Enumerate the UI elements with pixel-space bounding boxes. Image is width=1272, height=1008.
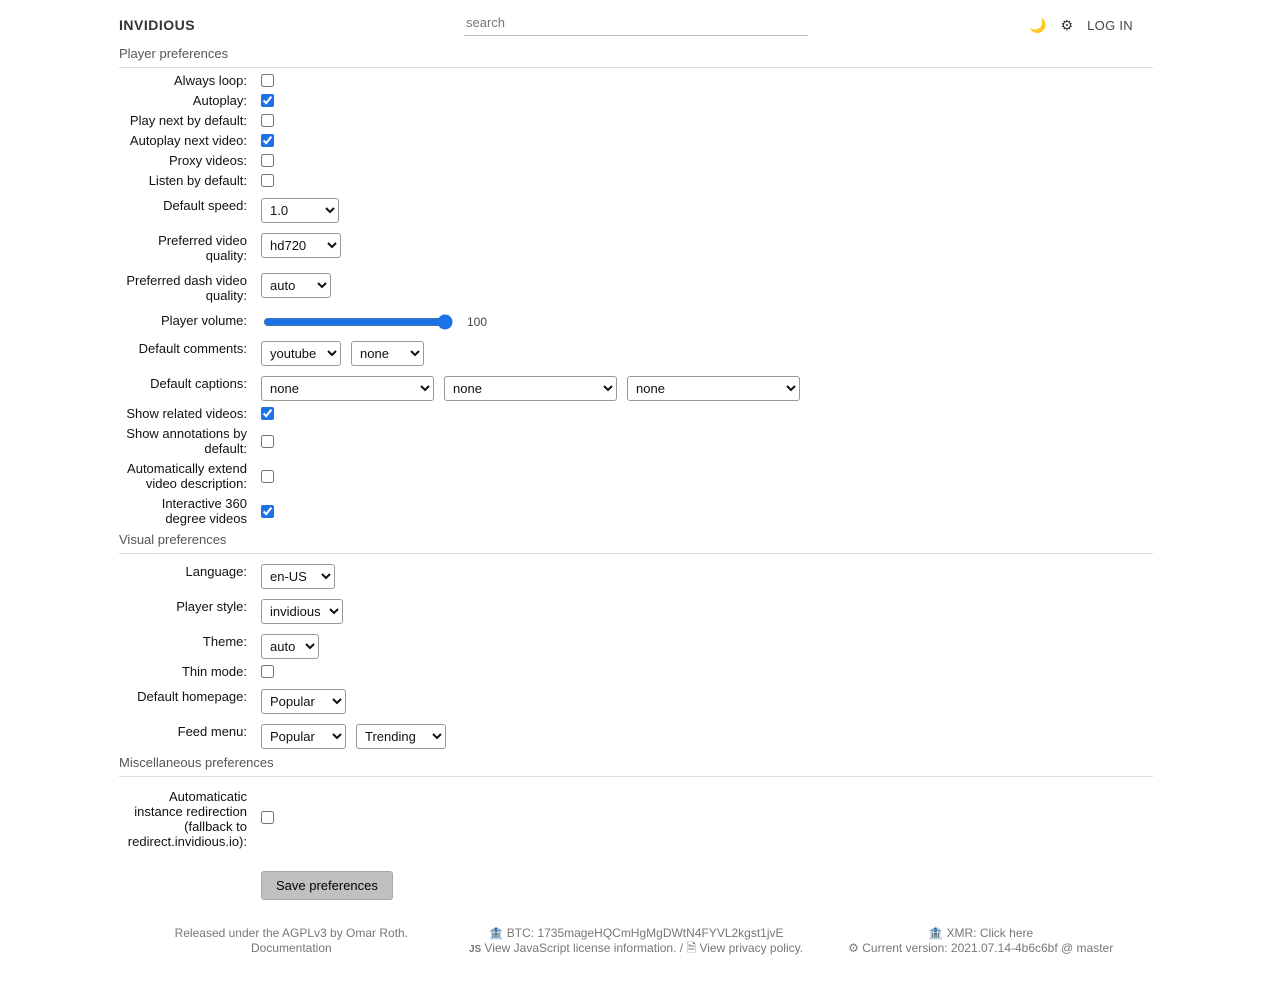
preferences-content: [0, 46, 1272, 900]
select-default-captions-2[interactable]: [444, 376, 617, 401]
pref-row-show-annotations: [119, 426, 1153, 456]
checkbox-instance-redirect[interactable]: [261, 811, 274, 824]
label-default-homepage: Default homepage:: [137, 689, 247, 704]
page-footer: [0, 926, 1272, 957]
pref-row-default-speed: [119, 198, 1153, 223]
pref-row-show-related: [119, 406, 1153, 421]
checkbox-autoplay[interactable]: [261, 94, 274, 107]
pref-row-autoplay: [119, 93, 1153, 108]
select-preferred-dash-quality[interactable]: [261, 273, 331, 298]
label-always-loop: Always loop:: [174, 73, 247, 88]
select-theme[interactable]: [261, 634, 319, 659]
navbar-right: [922, 18, 1252, 33]
top-navbar: [0, 0, 1272, 46]
pref-row-default-captions: [119, 376, 1153, 401]
moon-icon[interactable]: 🌙: [1029, 17, 1047, 33]
save-preferences-button[interactable]: Save preferences: [261, 871, 393, 900]
pref-row-default-homepage: [119, 689, 1153, 714]
footer-separator: /: [679, 941, 684, 955]
footer-license-text: Released under the AGPLv3 by Omar Roth.: [174, 926, 409, 940]
checkbox-thin-mode[interactable]: [261, 665, 274, 678]
pref-row-language: [119, 564, 1153, 589]
select-default-comments-1[interactable]: [261, 341, 341, 366]
select-default-captions-1[interactable]: [261, 376, 434, 401]
select-default-captions-3[interactable]: [627, 376, 800, 401]
label-auto-extend-description: Automatically extend video description:: [127, 461, 247, 491]
footer-center: [464, 926, 809, 957]
footer-right: [808, 926, 1153, 957]
section-title-misc: Miscellaneous preferences: [119, 755, 1153, 777]
pref-row-preferred-quality: [119, 233, 1153, 263]
slider-player-volume[interactable]: [263, 315, 453, 329]
select-default-speed[interactable]: [261, 198, 339, 223]
checkbox-play-next[interactable]: [261, 114, 274, 127]
monero-icon: 🏦: [928, 926, 944, 940]
pref-row-proxy-videos: [119, 153, 1153, 168]
document-icon: 🗎: [686, 941, 697, 955]
label-theme: Theme:: [202, 634, 247, 649]
pref-row-auto-extend-description: [119, 461, 1153, 491]
bitcoin-icon: 🏦: [488, 926, 504, 940]
checkbox-show-annotations[interactable]: [261, 435, 274, 448]
checkbox-always-loop[interactable]: [261, 74, 274, 87]
select-feed-menu-1[interactable]: [261, 724, 346, 749]
pref-row-default-comments: [119, 341, 1153, 366]
pref-row-autoplay-next: [119, 133, 1153, 148]
footer-version-line: [808, 941, 1153, 956]
label-instance-redirect: Automaticatic instance redirection (fallback to redirect.invidious.io):: [127, 789, 247, 849]
gear-icon[interactable]: ⚙: [1060, 17, 1074, 33]
save-row: [119, 871, 1153, 900]
footer-js-license-link[interactable]: View JavaScript license information.: [484, 941, 677, 955]
label-default-captions: Default captions:: [150, 376, 247, 391]
label-play-next: Play next by default:: [129, 113, 247, 128]
label-preferred-quality: Preferred video quality:: [158, 233, 247, 263]
checkbox-proxy-videos[interactable]: [261, 154, 274, 167]
checkbox-auto-extend-description[interactable]: [261, 470, 274, 483]
select-default-comments-2[interactable]: [351, 341, 424, 366]
select-preferred-quality[interactable]: [261, 233, 341, 258]
pref-row-feed-menu: [119, 724, 1153, 749]
label-interactive-360: Interactive 360 degree videos: [161, 496, 247, 526]
search-input[interactable]: [464, 14, 808, 31]
label-listen-default: Listen by default:: [148, 173, 247, 188]
pref-row-player-style: [119, 599, 1153, 624]
pref-row-interactive-360: [119, 496, 1153, 526]
label-show-related: Show related videos:: [126, 406, 247, 421]
label-preferred-dash-quality: Preferred dash video quality:: [126, 273, 247, 303]
footer-btc-link[interactable]: BTC: 1735mageHQCmHgMgDWtN4FYVL2kgst1jvE: [506, 926, 784, 940]
checkbox-interactive-360[interactable]: [261, 505, 274, 518]
label-default-speed: Default speed:: [163, 198, 247, 213]
footer-left: [119, 926, 464, 957]
select-default-homepage[interactable]: [261, 689, 346, 714]
navbar-center: [350, 14, 922, 36]
label-player-style: Player style:: [176, 599, 247, 614]
select-feed-menu-2[interactable]: [356, 724, 446, 749]
pref-row-instance-redirect: [119, 789, 1153, 849]
pref-row-player-volume: [119, 313, 1153, 331]
brand-logo[interactable]: INVIDIOUS: [119, 17, 196, 33]
label-show-annotations: Show annotations by default:: [126, 426, 247, 456]
footer-privacy-link[interactable]: View privacy policy.: [699, 941, 804, 955]
footer-xmr-link[interactable]: Click here: [979, 926, 1034, 940]
select-player-style[interactable]: [261, 599, 343, 624]
label-autoplay: Autoplay:: [192, 93, 247, 108]
footer-documentation-link[interactable]: Documentation: [250, 941, 332, 955]
label-language: Language:: [185, 564, 247, 579]
label-feed-menu: Feed menu:: [177, 724, 247, 739]
footer-version-link[interactable]: Current version: 2021.07.14-4b6c6bf @ master: [862, 941, 1114, 955]
checkbox-show-related[interactable]: [261, 407, 274, 420]
label-proxy-videos: Proxy videos:: [168, 153, 247, 168]
pref-row-play-next: [119, 113, 1153, 128]
navbar-left: [20, 17, 350, 33]
login-link[interactable]: LOG IN: [1087, 17, 1133, 33]
label-thin-mode: Thin mode:: [181, 664, 247, 679]
checkbox-listen-default[interactable]: [261, 174, 274, 187]
section-title-visual: Visual preferences: [119, 532, 1153, 554]
select-language[interactable]: [261, 564, 335, 589]
footer-xmr-line: [808, 926, 1153, 941]
search-box[interactable]: [464, 14, 808, 36]
pref-row-preferred-dash-quality: [119, 273, 1153, 303]
section-title-player: Player preferences: [119, 46, 1153, 68]
pref-row-theme: [119, 634, 1153, 659]
pref-row-listen-default: [119, 173, 1153, 188]
github-icon: ⚙: [848, 941, 859, 955]
footer-xmr-label: XMR:: [946, 926, 980, 940]
pref-row-thin-mode: [119, 664, 1153, 679]
footer-js-line: [464, 941, 809, 957]
js-badge-icon: JS: [468, 944, 482, 955]
pref-row-always-loop: [119, 73, 1153, 88]
label-player-volume: Player volume:: [161, 313, 247, 328]
footer-btc-line: [464, 926, 809, 941]
label-autoplay-next: Autoplay next video:: [129, 133, 247, 148]
player-volume-value: 100: [467, 315, 488, 329]
checkbox-autoplay-next[interactable]: [261, 134, 274, 147]
label-default-comments: Default comments:: [138, 341, 247, 356]
